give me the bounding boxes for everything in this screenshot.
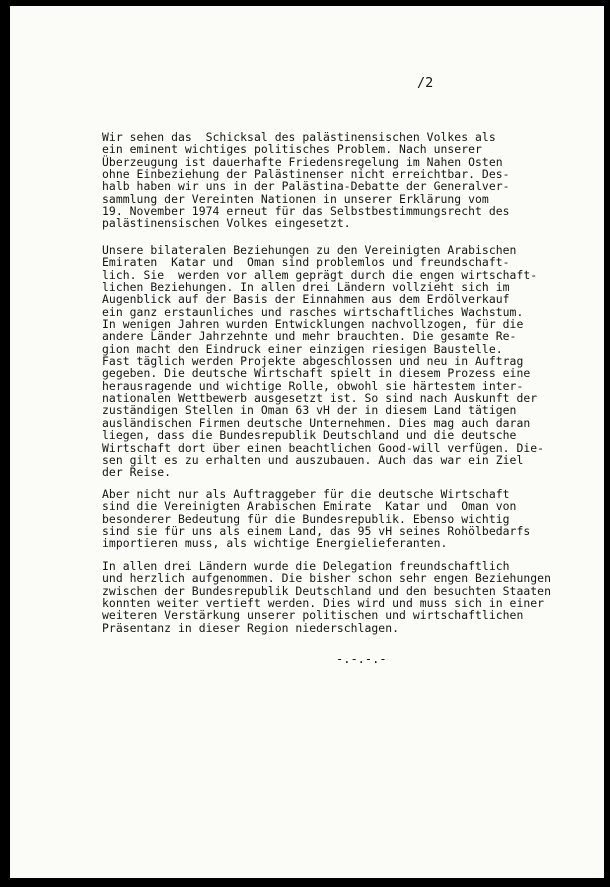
end-mark: -.-.-.- xyxy=(336,652,387,666)
paragraph-bilateral-relations: Unsere bilateralen Beziehungen zu den Vereinigten Arabischen Emiraten Katar und Oman sind problemlos und freundschaft- lich. Sie werden vor allem geprägt durch die engen wirtschaft- lichen Beziehungen. In allen drei Ländern vollzieht sich im Augenblick auf der Basis der Einnahmen aus dem Erdölverkauf ein ganz erstaunliches und rasches wirtschaftliches Wachstum. In wenigen Jahren wurden Entwicklungen nachvollzogen, für die andere Länder Jahrzehnte und mehr brauchten. Die gesamte Re- gion macht den Eindruck einer einzigen riesigen Baustelle. Fast täglich werden Projekte abgeschlossen und neu in Auftrag gegeben. Die deutsche Wirtschaft spielt in diesem Prozess eine herausragende und wichtige Rolle, obwohl sie härtestem inter- nationalen Wettbewerb ausgesetzt ist. So sind nach Auskunft der zuständigen Stellen in Oman 63 vH der in diesem Land tätigen ausländischen Firmen deutsche Unternehmen. Dies mag auch daran liegen, dass die Bundesrepublik Deutschland und die deutsche Wirtschaft dort über einen beachtlichen Good-will verfügen. Die- sen gilt es zu erhalten und auszubauen. Auch das war ein Ziel der Reise. xyxy=(102,243,545,480)
paragraph-palestine: Wir sehen das Schicksal des palästinensischen Volkes als ein eminent wichtiges politisches Problem. Nach unserer Überzeugung ist dauerhafte Friedensregelung im Nahen Osten ohne Einbeziehung der Palästinenser nicht erreichtbar. Des- halb haben wir uns in der Palästina-Debatte der Generalver- sammlung der Vereinten Nationen in unserer Erklärung vom 19. November 1974 erneut für das Selbstbestimmungsrecht des palästinensischen Volkes eingesetzt. xyxy=(102,130,510,231)
paragraph-delegation-reception: In allen drei Ländern wurde die Delegation freundschaftlich und herzlich aufgenommen. Die bisher schon sehr engen Beziehungen zwischen der Bundesrepublik Deutschland und den besuchten Staaten konnten weiter vertieft werden. Dies wird und muss sich in einer weiteren Verstärkung unserer politischen und wirtschaftlichen Präsentanz in dieser Region niederschlagen. xyxy=(102,559,552,635)
document-page xyxy=(10,6,604,878)
paragraph-energy-suppliers: Aber nicht nur als Auftraggeber für die deutsche Wirtschaft sind die Vereinigten Arabischen Emirate Katar und Oman von besonderer Bedeutung für die Bundesrepublik. Ebenso wichtig sind sie für uns als einem Land, das 95 vH seines Rohölbedarfs importieren muss, als wichtige Energielieferanten. xyxy=(102,487,531,551)
page-number: /2 xyxy=(417,75,434,91)
